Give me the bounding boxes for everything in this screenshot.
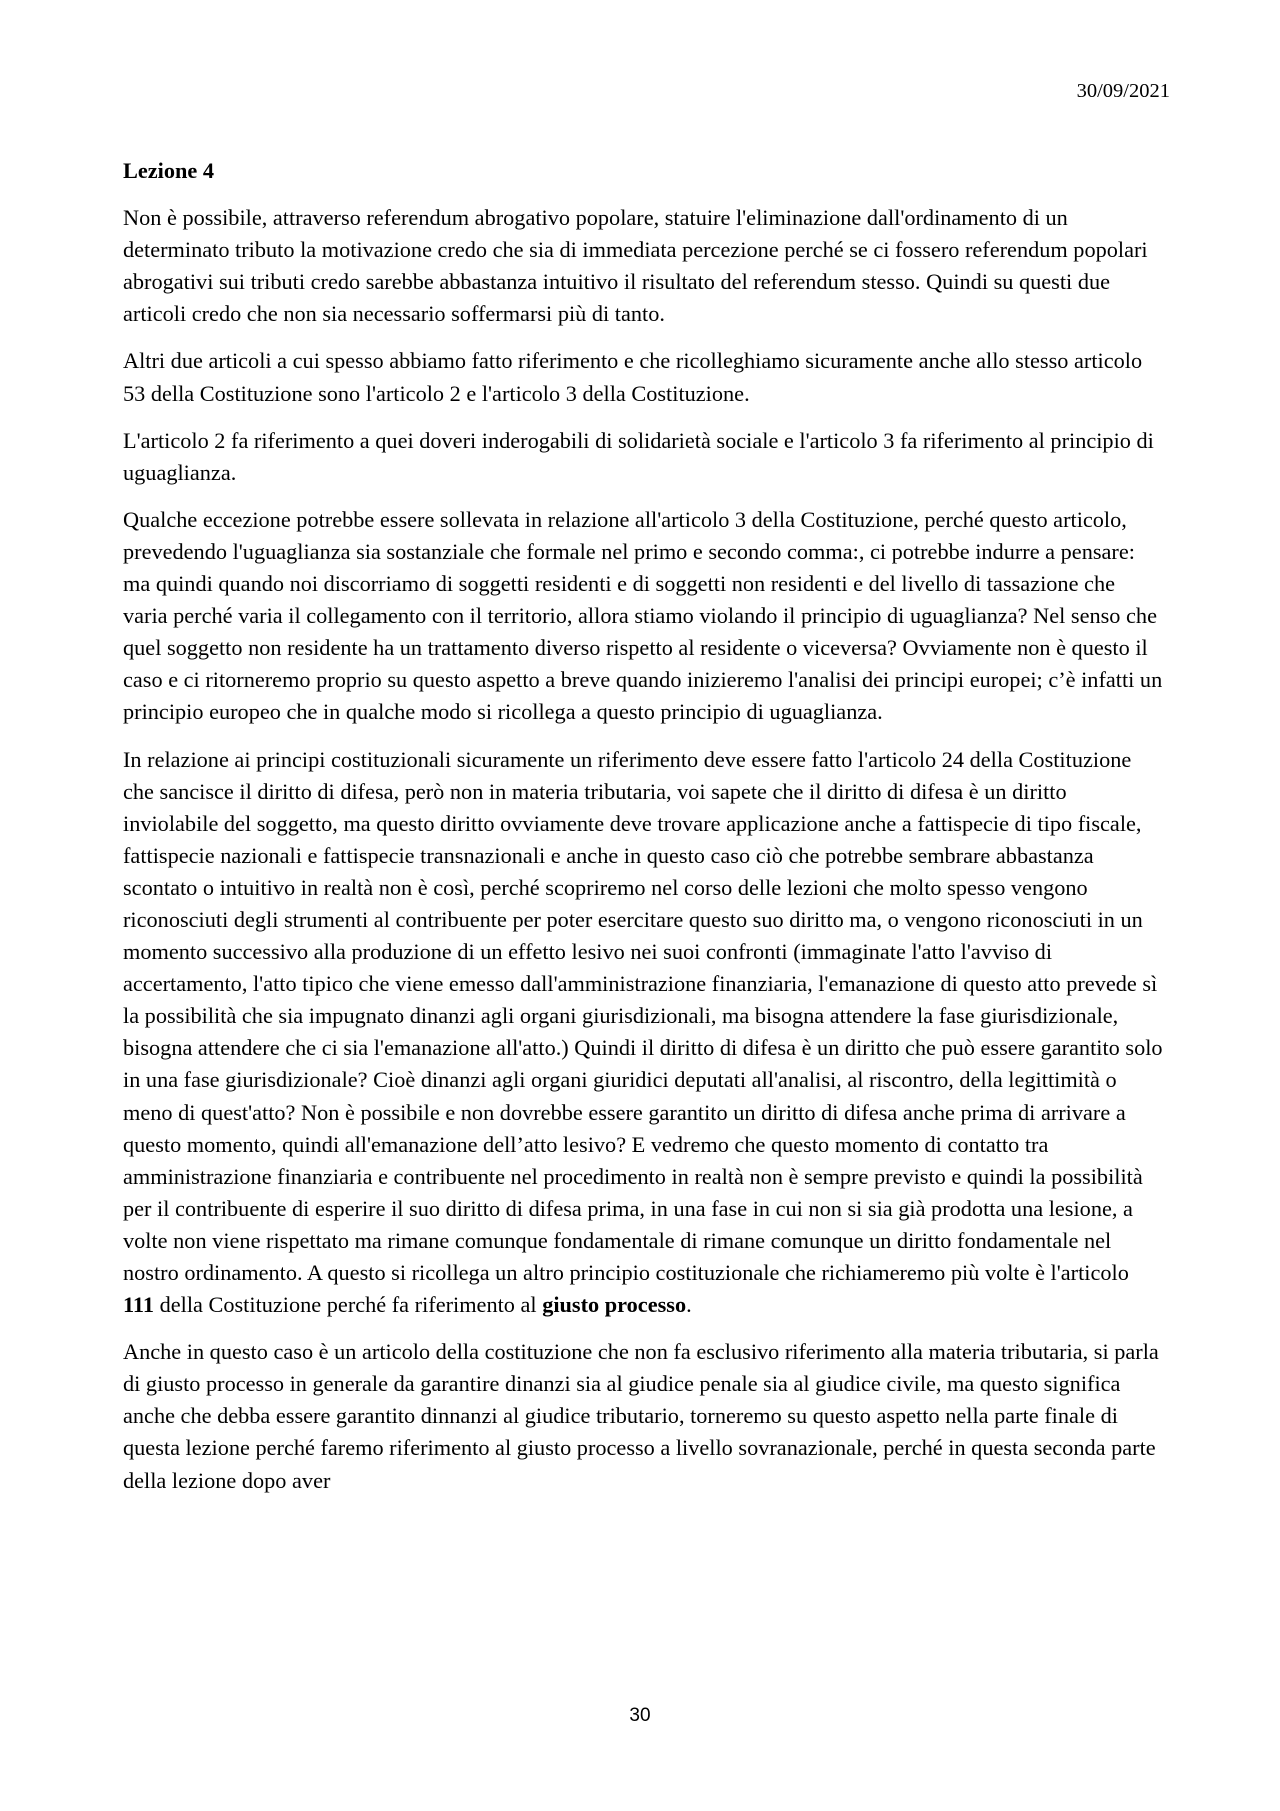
paragraph-2: Altri due articoli a cui spesso abbiamo fatto riferimento e che ricolleghiamo sicuramente anche allo stesso articolo 53 della Costituzione sono l'articolo 2 e l'articolo 3 della Costituzione. [123,348,1143,406]
paragraph-5 [123,744,1163,1322]
paragraph-5-text-end: . [686,1292,692,1318]
giusto-processo-bold: giusto processo [542,1292,687,1318]
document-body [123,155,1163,1512]
paragraph-5-text-middle: della Costituzione perché fa riferimento al [154,1292,543,1318]
paragraph-6: Anche in questo caso è un articolo della costituzione che non fa esclusivo riferimento alla materia tributaria, si parla di giusto processo in generale da garantire dinanzi sia al giudice penale sia al giudice civile, ma questo significa anche che debba essere garantito dinnanzi al giudice tributario, torneremo su questo aspetto nella parte finale di questa lezione perché faremo riferimento al giusto processo a livello sovranazionale, perché in questa seconda parte della lezione dopo aver [123,1339,1159,1493]
article-number-bold: 111 [123,1292,154,1318]
paragraph-1: Non è possibile, attraverso referendum abrogativo popolare, statuire l'eliminazione dall'ordinamento di un determinato tributo la motivazione credo che sia di immediata percezione perché se ci fossero referendum popolari abrogativi sui tributi credo sarebbe abbastanza intuitivo il risultato del referendum stesso. Quindi su questi due articoli credo che non sia necessario soffermarsi più di tanto. [123,205,1148,327]
paragraph-4: Qualche eccezione potrebbe essere sollevata in relazione all'articolo 3 della Costituzione, perché questo articolo, prevedendo l'uguaglianza sia sostanziale che formale nel primo e secondo comma:, ci potrebbe indurre a pensare: ma quindi quando noi discorriamo di soggetti residenti e di soggetti non residenti e del livello di tassazione che varia perché varia il collegamento con il territorio, allora stiamo violando il principio di uguaglianza? Nel senso che quel soggetto non residente ha un trattamento diverso rispetto al residente o viceversa? Ovviamente non è questo il caso e ci ritorneremo proprio su questo aspetto a breve quando inizieremo l'analisi dei principi europei; c’è infatti un principio europeo che in qualche modo si ricollega a questo principio di uguaglianza. [123,506,1163,725]
paragraph-5-text: In relazione ai principi costituzionali sicuramente un riferimento deve essere fatto l'articolo 24 della Costituzione che sancisce il diritto di difesa, però non in materia tributaria, voi sapete che il diritto di difesa è un diritto inviolabile del soggetto, ma questo diritto ovviamente deve trovare applicazione anche a fattispecie di tipo fiscale, fattispecie nazionali e fattispecie transnazionali e anche in questo caso ciò che potrebbe sembrare abbastanza scontato o intuitivo in realtà non è così, perché scopriremo nel corso delle lezioni che molto spesso vengono riconosciuti degli strumenti al contribuente per poter esercitare questo suo diritto ma, o vengono riconosciuti in un momento successivo alla produzione di un effetto lesivo nei suoi confronti (immaginate l'atto l'avviso di accertamento, l'atto tipico che viene emesso dall'amministrazione finanziaria, l'emanazione di questo atto prevede sì la possibilità che sia impugnato dinanzi agli organi giurisdizionali, ma bisogna attendere la fase giurisdizionale, bisogna attendere che ci sia l'emanazione all'atto.) Quindi il diritto di difesa è un diritto che può essere garantito solo in una fase giurisdizionale? Cioè dinanzi agli organi giuridici deputati all'analisi, al riscontro, della legittimità o meno di quest'atto? Non è possibile e non dovrebbe essere garantito un diritto di difesa anche prima di arrivare a questo momento, quindi all'emanazione dell’atto lesivo? E vedremo che questo momento di contatto tra amministrazione finanziaria e contribuente nel procedimento in realtà non è sempre previsto e quindi la possibilità per il contribuente di esperire il suo diritto di difesa prima, in una fase in cui non si sia già prodotta una lesione, a volte non viene rispettato ma rimane comunque fondamentale di rimane comunque un diritto fondamentale nel nostro ordinamento. A questo si ricollega un altro principio costituzionale che richiameremo più volte è l'articolo [123,746,1163,1285]
page-number: 30 [629,1705,651,1726]
header-date: 30/09/2021 [1076,80,1170,102]
lesson-heading: Lezione 4 [123,158,215,183]
paragraph-3: L'articolo 2 fa riferimento a quei doveri inderogabili di solidarietà sociale e l'articolo 3 fa riferimento al principio di uguaglianza. [123,427,1154,485]
